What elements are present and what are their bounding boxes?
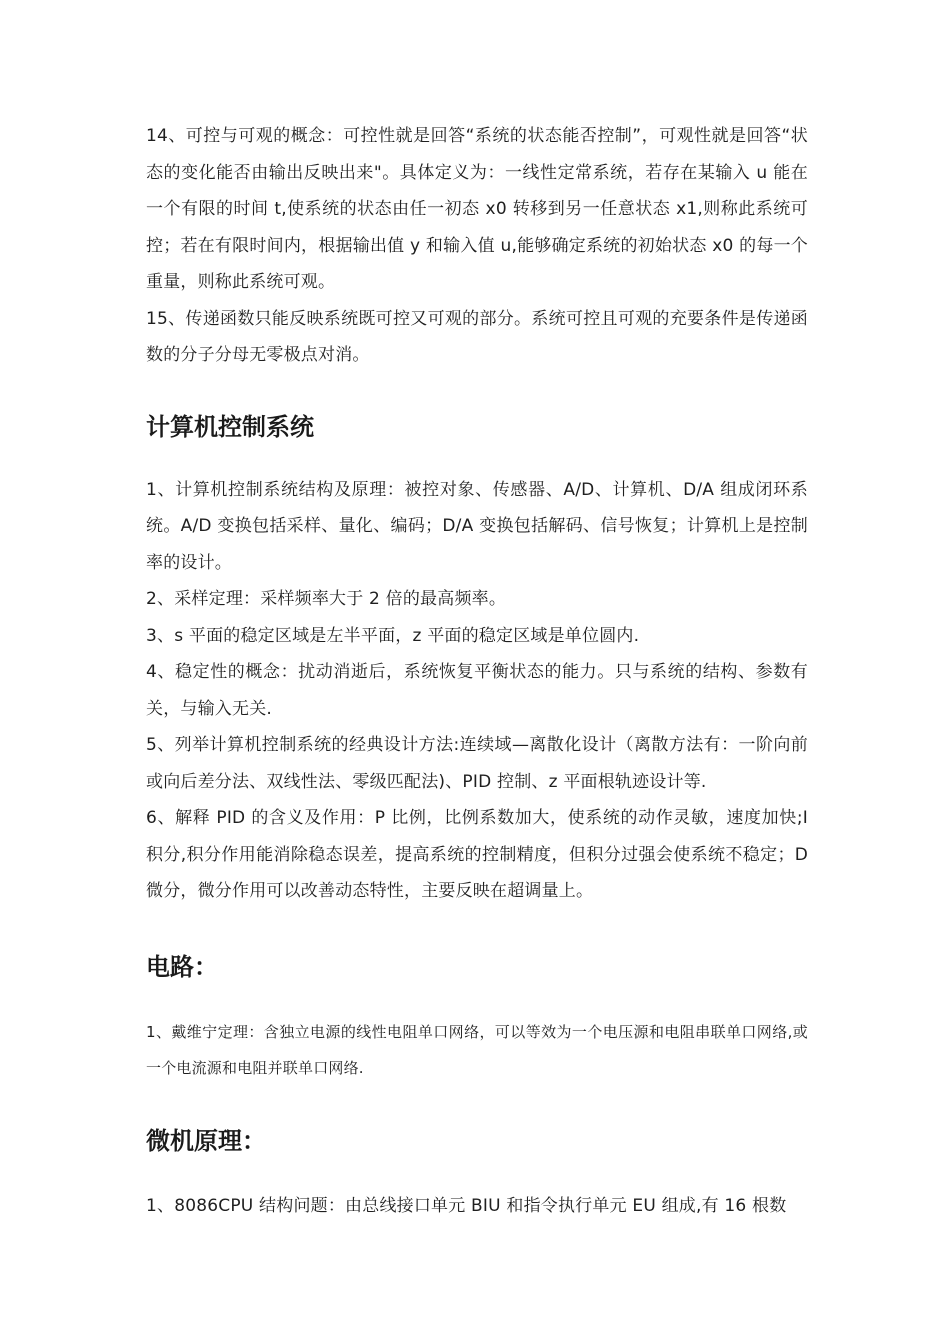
paragraph-structure-principle: 1、计算机控制系统结构及原理：被控对象、传感器、A/D、计算机、D/A 组成闭环系统。A/D 变换包括采样、量化、编码；D/A 变换包括解码、信号恢复；计算机上是控制率的设计。 [146,479,808,573]
paragraph-pid: 6、解释 PID 的含义及作用：P 比例，比例系数加大，使系统的动作灵敏，速度加快;I 积分,积分作用能消除稳态误差，提高系统的控制精度，但积分过强会使系统不稳定；D 微分，微分作用可以改善动态特性，主要反映在超调量上。 [146,808,808,901]
document-body [146,118,808,1224]
paragraph-controllability-observability: 14、可控与可观的概念：可控性就是回答“系统的状态能否控制”，可观性就是回答“状态的变化能否由输出反映出来"。具体定义为：一线性定常系统，若存在某输入 u 能在一个有限的时间 t,使系统的状态由任一初态 x0 转移到另一任意状态 x1,则称此系统可控；若在有限时间内，根据输出值 y 和输入值 u,能够确定系统的初始状态 x0 的每一个重量，则称此系统可观。 [146,126,808,292]
paragraph-design-methods: 5、列举计算机控制系统的经典设计方法:连续域—离散化设计（离散方法有：一阶向前或向后差分法、双线性法、零级匹配法)、PID 控制、z 平面根轨迹设计等. [146,735,808,792]
paragraph-transfer-function: 15、传递函数只能反映系统既可控又可观的部分。系统可控且可观的充要条件是传递函数的分子分母无零极点对消。 [146,308,808,365]
heading-computer-control-system: 计算机控制系统 [146,412,314,441]
heading-circuit: 电路： [146,952,218,981]
paragraph-stability-region: 3、s 平面的稳定区域是左半平面，z 平面的稳定区域是单位圆内. [146,625,640,646]
paragraph-8086-cpu: 1、8086CPU 结构问题：由总线接口单元 BIU 和指令执行单元 EU 组成,有 16 根数 [146,1195,787,1216]
paragraph-sampling-theorem: 2、采样定理：采样频率大于 2 倍的最高频率。 [146,589,507,609]
paragraph-thevenin-theorem: 1、戴维宁定理：含独立电源的线性电阻单口网络，可以等效为一个电压源和电阻串联单口网络,或一个电流源和电阻并联单口网络. [146,1022,808,1077]
paragraph-stability-concept: 4、稳定性的概念：扰动消逝后，系统恢复平衡状态的能力。只与系统的结构、参数有关，与输入无关. [146,662,808,719]
heading-microcomputer-principle: 微机原理： [146,1126,266,1155]
